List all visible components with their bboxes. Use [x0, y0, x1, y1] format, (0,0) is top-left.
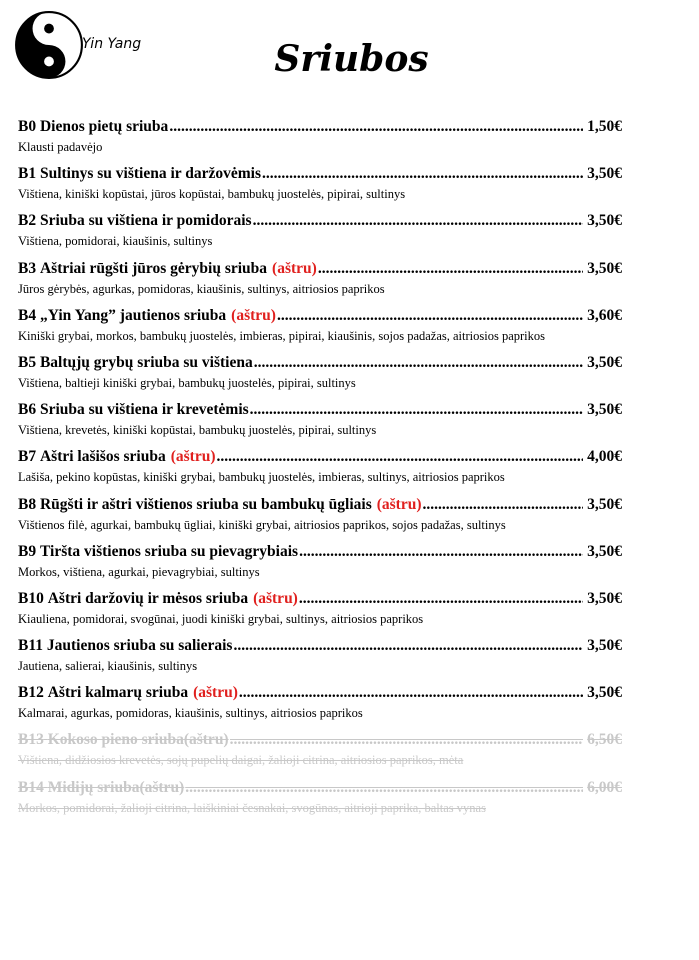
menu-item-code: B5 — [18, 353, 37, 371]
menu-item-name: Baltųjų grybų sriuba su vištiena — [39, 353, 253, 371]
menu-item-price: 3,50€ — [587, 542, 622, 560]
menu-item — [18, 210, 622, 257]
menu-item-description: Jūros gėrybės, agurkas, pomidoras, kiaušinis, sultinys, aitriosios paprikos — [18, 281, 385, 296]
menu-item-price: 4,00€ — [587, 448, 622, 466]
menu-item-name: Jautienos sriuba su salierais — [46, 637, 233, 655]
menu-item-name: Aštri kalmarų sriuba — [47, 684, 189, 702]
brand-name: Yin Yang — [82, 36, 142, 52]
menu-item-price: 3,50€ — [587, 684, 622, 702]
menu-item-description: Morkos, pomidorai, žalioji citrina, laiškiniai česnakai, svogūnas, aitrioji paprika, baltas vynas — [18, 800, 486, 815]
menu-item-name: Dienos pietų sriuba — [39, 118, 169, 135]
menu-item-head — [18, 541, 622, 562]
menu-list — [18, 116, 622, 824]
menu-item-code: B6 — [18, 401, 37, 419]
menu-item-description: Vištiena, kiniški kopūstai, jūros kopūstai, bambukų juostelės, pipirai, sultinys — [18, 187, 406, 202]
dot-leader — [233, 635, 583, 656]
menu-item-head — [18, 163, 622, 184]
menu-item-description: Vištiena, pomidorai, kiaušinis, sultinys — [18, 234, 213, 249]
menu-item-price: 6,50€ — [587, 731, 622, 749]
menu-item-name: Sultinys su vištiena ir daržovėmis — [39, 165, 262, 183]
spicy-label: (aštru) — [272, 259, 317, 277]
menu-item-head — [18, 682, 622, 703]
menu-item-name: Rūgšti ir aštri vištienos sriuba su bambukų ūgliais — [39, 495, 372, 513]
menu-item-name: Sriuba su vištiena ir pomidorais — [39, 212, 252, 230]
menu-item-head — [18, 399, 622, 420]
menu-item-code: B2 — [18, 212, 37, 230]
dot-leader — [318, 258, 583, 279]
menu-item-head — [18, 777, 622, 798]
menu-item-price: 6,00€ — [587, 778, 622, 796]
menu-item-description: Vištienos filė, agurkai, bambukų ūgliai, kiniški grybai, aitriosios paprikos, sojos padažas, sultinys — [18, 517, 506, 532]
menu-item-description: Kiauliena, pomidorai, svogūnai, juodi kiniški grybai, sultinys, aitriosios paprikos — [18, 611, 424, 626]
menu-item-name: Sriuba su vištiena ir krevetėmis — [39, 401, 249, 419]
dot-leader — [217, 446, 584, 467]
dot-leader — [169, 116, 583, 137]
menu-item-code: B13 — [18, 731, 44, 749]
spicy-label: (aštru) — [193, 684, 238, 702]
dot-leader — [253, 210, 584, 231]
dot-leader — [254, 352, 583, 373]
dot-leader — [230, 729, 584, 750]
menu-item — [18, 116, 622, 163]
menu-item-name: Aštri lašišos sriuba — [39, 448, 166, 466]
menu-item-description: Lašiša, pekino kopūstas, kiniški grybai, bambukų juostelės, imbieras, sultinys, aitriosios paprikos — [18, 470, 505, 485]
menu-item-name: Kokoso pieno sriuba — [47, 731, 184, 749]
menu-item-head — [18, 210, 622, 231]
menu-item — [18, 399, 622, 446]
page-title: Sriubos — [274, 38, 429, 80]
spicy-label: (aštru) — [139, 778, 185, 796]
menu-item-head — [18, 352, 622, 373]
menu-item-code: B7 — [18, 448, 37, 466]
menu-item — [18, 163, 622, 210]
menu-item-price: 3,50€ — [587, 401, 622, 419]
menu-item — [18, 352, 622, 399]
menu-item-description: Vištiena, krevetės, kiniški kopūstai, bambukų juostelės, pipirai, sultinys — [18, 423, 377, 438]
menu-item-name: Aštri daržovių ir mėsos sriuba — [47, 589, 249, 607]
menu-item-description: Morkos, vištiena, agurkai, pievagrybiai, sultinys — [18, 564, 260, 579]
menu-item-code: B11 — [18, 637, 43, 655]
menu-item-code: B8 — [18, 495, 37, 513]
menu-item-description: Kalmarai, agurkas, pomidoras, kiaušinis, sultinys, aitriosios paprikos — [18, 706, 363, 721]
menu-item — [18, 258, 622, 305]
menu-item-description: Jautiena, salierai, kiaušinis, sultinys — [18, 659, 198, 674]
menu-item-head — [18, 305, 622, 326]
menu-item-code: B0 — [18, 118, 37, 135]
menu-item-code: B10 — [18, 589, 44, 607]
menu-item-head — [18, 729, 622, 750]
menu-item — [18, 635, 622, 682]
menu-item-price: 3,50€ — [587, 212, 622, 230]
menu-item-name: Tiršta vištienos sriuba su pievagrybiais — [39, 542, 299, 560]
spicy-label: (aštru) — [376, 495, 422, 513]
menu-item-price: 3,50€ — [587, 165, 622, 183]
menu-item-description: Kiniški grybai, morkos, bambukų juostelės, imbieras, pipirai, kiaušinis, sojos padažas, aitriosios paprikos — [18, 328, 546, 343]
menu-item — [18, 305, 622, 352]
menu-item-description: Vištiena, didžiosios krevetės, sojų pupelių daigai, žalioji citrina, aitriosios paprikos, mėta — [18, 753, 464, 768]
menu-item-description: Klausti padavėjo — [18, 140, 103, 154]
dot-leader — [185, 777, 583, 798]
menu-item-price: 3,50€ — [587, 495, 622, 513]
menu-item-code: B3 — [18, 259, 37, 277]
menu-item — [18, 494, 622, 541]
dot-leader — [250, 399, 583, 420]
dot-leader — [423, 494, 584, 515]
dot-leader — [239, 682, 583, 703]
menu-item-code: B1 — [18, 165, 37, 183]
menu-item-price: 3,50€ — [587, 353, 622, 371]
menu-item-head — [18, 446, 622, 467]
menu-item-name: Midijų sriuba — [47, 778, 140, 796]
menu-item-head — [18, 494, 622, 515]
menu-item-head — [18, 588, 622, 609]
menu-item-price: 3,60€ — [587, 306, 622, 324]
dot-leader — [299, 588, 583, 609]
dot-leader — [262, 163, 583, 184]
menu-item — [18, 588, 622, 635]
spicy-label: (aštru) — [231, 306, 276, 324]
menu-item-head — [18, 258, 622, 279]
menu-item — [18, 541, 622, 588]
dot-leader — [277, 305, 583, 326]
menu-item — [18, 446, 622, 493]
menu-item — [18, 729, 622, 776]
menu-item-head — [18, 635, 622, 656]
menu-item-head — [18, 116, 622, 137]
dot-leader — [299, 541, 583, 562]
menu-item-price: 3,50€ — [587, 637, 622, 655]
spicy-label: (aštru) — [170, 448, 216, 466]
menu-item-code: B14 — [18, 778, 44, 796]
menu-item — [18, 777, 622, 824]
menu-item-price: 3,50€ — [587, 589, 622, 607]
menu-item — [18, 682, 622, 729]
spicy-label: (aštru) — [183, 731, 229, 749]
menu-item-description: Vištiena, baltieji kiniški grybai, bambukų juostelės, pipirai, sultinys — [18, 375, 356, 390]
menu-item-name: „Yin Yang” jautienos sriuba — [39, 306, 227, 324]
spicy-label: (aštru) — [253, 589, 298, 607]
menu-item-code: B9 — [18, 542, 37, 560]
menu-item-name: Aštriai rūgšti jūros gėrybių sriuba — [39, 259, 268, 277]
menu-item-code: B12 — [18, 684, 44, 702]
menu-item-price: 3,50€ — [587, 259, 622, 277]
menu-item-code: B4 — [18, 306, 37, 324]
menu-item-price: 1,50€ — [587, 118, 622, 135]
